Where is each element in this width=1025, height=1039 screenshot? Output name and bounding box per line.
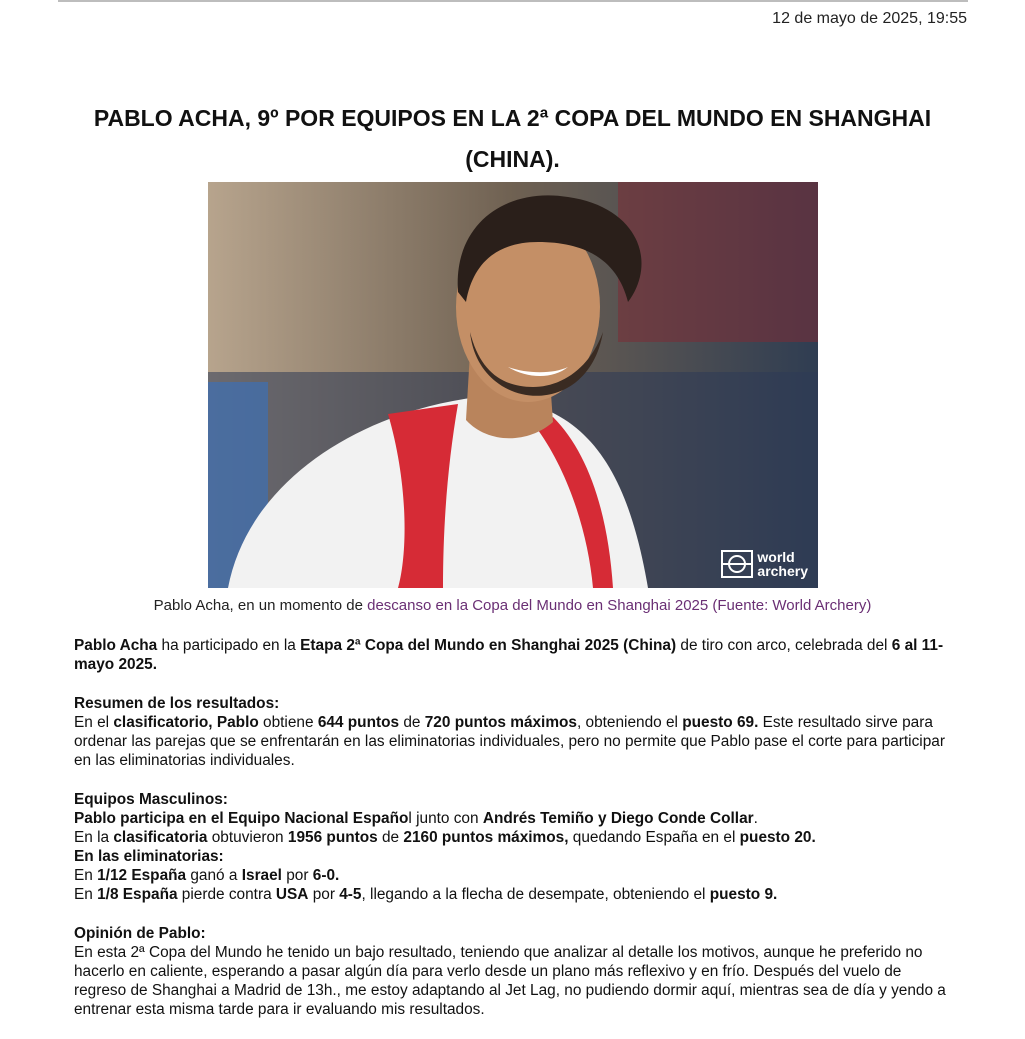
bold-text: 1/8 España [97,886,178,903]
text-segment: de [377,829,404,846]
bold-text: Pablo Acha [74,637,158,654]
resumen-heading: Resumen de los resultados: [74,695,280,712]
bold-text: 4-5 [339,886,362,903]
opinion-text: En esta 2ª Copa del Mundo he tenido un bajo resultado, teniendo que analizar al detalle los motivos, aunque he preferido no hacerlo en caliente, esperando a pasar algún día para verlo desde un plano más reflexivo y en frío. Después del vuelo de regreso de Shanghai a Madrid de 13h., me estoy adaptando al Jet Lag, no pudiendo dormir aquí, mientras sea de día y yendo a entrenar esta misma tarde para ir evaluando mis resultados. [74,944,946,1018]
bold-text: 1/12 España [97,867,187,884]
print-datetime: 12 de mayo de 2025, 19:55 [772,10,967,27]
text-segment: En [74,867,98,884]
bold-text: En las eliminatorias: [74,848,224,865]
equipos-line [74,848,224,865]
text-segment: , llegando a la flecha de desempate, obteniendo el [361,886,710,903]
text-segment: ha participado en la [157,637,301,654]
article-title: PABLO ACHA, 9º POR EQUIPOS EN LA 2ª COPA DEL MUNDO EN SHANGHAI (CHINA). [93,105,932,172]
bold-text: Andrés Temiño y Diego Conde Collar [482,810,754,827]
text-segment: de [399,714,425,731]
watermark-line-2: archery [757,563,808,579]
text-segment: obtuvieron [207,829,288,846]
caption-lead: Pablo Acha, en un momento de [153,597,368,614]
text-segment: por [308,886,340,903]
text-segment: En [74,886,98,903]
text-segment: por [281,867,313,884]
athlete-illustration [208,182,818,588]
world-archery-watermark [721,550,808,578]
resumen-section [74,694,954,770]
text-segment: En el [74,714,114,731]
caption-link[interactable]: descanso en la Copa del Mundo en Shanghai 2025 (Fuente: World Archery) [367,597,872,614]
watermark-text [757,550,808,578]
bold-text: 1956 puntos [287,829,378,846]
bold-text: 644 puntos [317,714,400,731]
text-segment: l junto con [408,810,483,827]
text-segment: ganó a [186,867,242,884]
intro-paragraph [74,636,954,674]
text-segment: obtiene [258,714,318,731]
bold-text: Etapa 2ª Copa del Mundo en Shanghai 2025 (China) [300,637,677,654]
text-segment: quedando España en el [568,829,740,846]
bold-text: USA [275,886,309,903]
text-segment: . [753,810,758,827]
bold-text: puesto 9. [709,886,778,903]
article-photo [208,182,818,588]
watermark-line-1: world [757,549,795,565]
resumen-text [74,714,945,769]
equipos-heading: Equipos Masculinos: [74,791,228,808]
equipos-line [74,810,758,827]
equipos-line [74,886,777,903]
text-segment: de tiro con arco, celebrada del [676,637,892,654]
bold-text: puesto 69. [682,714,759,731]
bold-text: clasificatorio, Pablo [113,714,259,731]
bold-text: 2160 puntos máximos, [403,829,569,846]
world-archery-logo-icon [721,550,753,578]
text-segment: , obteniendo el [576,714,683,731]
bold-text: 6 al 11-mayo 2025. [74,637,944,673]
text-segment: Este resultado sirve para ordenar las parejas que se enfrentarán en las eliminatorias individuales, pero no permite que Pablo pase el corte para participar en las eliminatorias individuales. [74,714,945,769]
photo-caption [0,597,1025,614]
opinion-heading: Opinión de Pablo: [74,925,206,942]
bold-text: 720 puntos máximos [424,714,577,731]
bold-text: Pablo participa en el Equipo Nacional Españo [74,810,409,827]
equipos-line [74,829,816,846]
text-segment: En la [74,829,114,846]
top-divider [58,0,968,2]
equipos-line [74,867,339,884]
text-segment: pierde contra [177,886,276,903]
equipos-section [74,790,954,904]
bold-text: Israel [241,867,282,884]
bold-text: 6-0. [312,867,340,884]
bold-text: puesto 20. [739,829,816,846]
opinion-section [74,924,954,1019]
article-body [74,636,954,1039]
bold-text: clasificatoria [113,829,208,846]
